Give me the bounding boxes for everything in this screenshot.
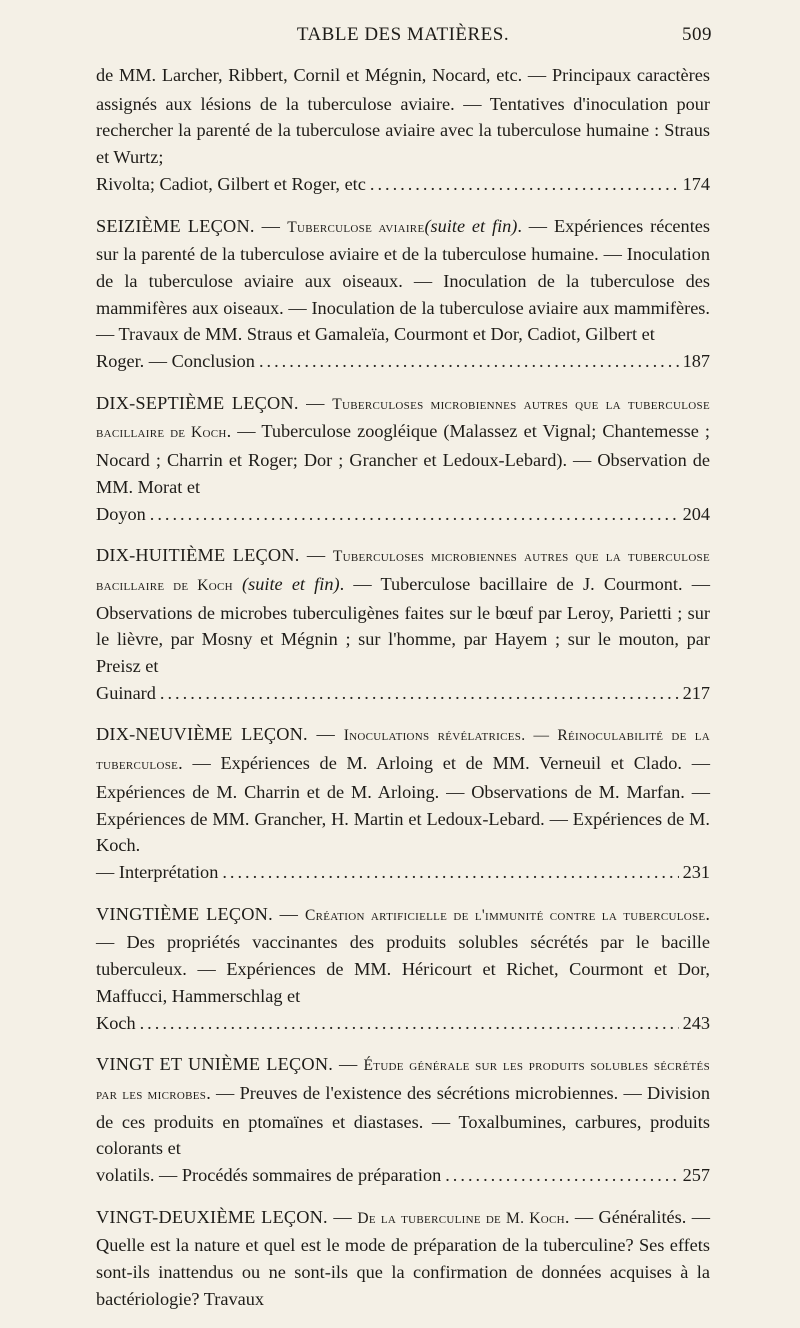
toc-entry	[96, 1051, 710, 1189]
lesson-subject: Tuberculose aviaire	[287, 218, 425, 236]
lesson-heading: VINGT ET UNIÈME LEÇON. —	[96, 1054, 364, 1075]
entry-text: Expériences récentes sur la parenté de la tuberculose aviaire et de la tuberculose humaine. — Inoculation de la tuberculose aviaire aux oiseaux. — Inoculation de la tuberculose des mammifères aux oiseaux. — Inoculation de la tuberculose aviaire aux mammifères. — Travaux de MM. Straus et Gamaleïa, Courmont et Dor, Cadiot, Gilbert et	[96, 215, 710, 345]
entry-text: Généralités. — Quelle est la nature et quel est le mode de préparation de la tuberculine? Ses effets sont-ils inattendus ou ne sont-ils que la confirmation de données acquises à la bactériologie? Travaux	[96, 1206, 710, 1309]
entry-text: Expériences de M. Arloing et de MM. Verneuil et Clado. — Expériences de M. Charrin et de M. Arloing. — Observations de M. Marfan. — Expériences de MM. Grancher, H. Martin et Ledoux-Lebard. — Expériences de M. Koch.	[96, 753, 711, 856]
dot-leader	[370, 171, 679, 198]
toc-entry	[96, 1204, 710, 1313]
entry-page-number: 231	[682, 861, 710, 882]
lesson-subject-sep: . —	[226, 421, 262, 442]
lesson-subject: Inoculations révélatrices. — Réinoculabilité de la tuberculose	[96, 727, 710, 774]
lesson-heading: DIX-SEPTIÈME LEÇON. —	[96, 392, 333, 413]
header-page-number: 509	[682, 24, 712, 45]
toc-entry	[96, 62, 710, 198]
dot-leader	[140, 1010, 679, 1037]
entry-last-text: — Interprétation	[96, 861, 219, 882]
lesson-subject-sep: . —	[178, 753, 221, 774]
entry-last-text: volatils. — Procédés sommaires de préparation	[96, 1165, 442, 1186]
lesson-subject: Création artificielle de l'immunité contre la tuberculose	[304, 906, 706, 924]
entry-text: Des propriétés vaccinantes des produits solubles sécrétés par le bacille tuberculeux. — Expériences de MM. Héricourt et Richet, Courmont et Dor, Maffucci, Hammerschlag et	[96, 932, 711, 1006]
entry-last-line	[96, 171, 710, 198]
lesson-subject: Tuberculoses microbiennes autres que la tuberculose bacillaire de Koch	[96, 395, 710, 442]
lesson-subject-sep: . —	[206, 1082, 240, 1103]
toc-entry	[96, 390, 710, 528]
entry-text: de MM. Larcher, Ribbert, Cornil et Mégnin, Nocard, etc. — Principaux caractères assignés aux lésions de la tuberculose aviaire. — Tentatives d'inoculation pour rechercher la parenté de la tuberculose aviaire avec la tuberculose humaine : Straus et Wurtz;	[96, 65, 710, 168]
entry-last-text: Koch	[96, 1012, 136, 1033]
entry-last-line	[96, 348, 710, 375]
lesson-heading: DIX-HUITIÈME LEÇON. —	[96, 545, 333, 566]
toc-body	[96, 62, 710, 1328]
dot-leader	[259, 348, 679, 375]
lesson-subject-sep: . —	[339, 573, 381, 594]
entry-page-number: 257	[682, 1165, 710, 1186]
lesson-subject-note: (suite et fin)	[424, 215, 518, 236]
entry-page-number: 243	[682, 1012, 710, 1033]
lesson-subject: Tuberculoses microbiennes autres que la tuberculose bacillaire de Koch	[96, 548, 710, 594]
entry-text: Tuberculose zoogléique (Malassez et Vignal; Chantemesse ; Nocard ; Charrin et Roger; Dor ; Grancher et Ledoux-Lebard). — Observation de MM. Morat et	[96, 421, 710, 497]
entry-page-number: 187	[682, 351, 710, 372]
toc-entries	[96, 62, 710, 1313]
lesson-subject-sep: . —	[564, 1206, 599, 1227]
entry-last-line	[96, 680, 710, 707]
dot-leader	[150, 501, 679, 528]
lesson-heading: VINGT-DEUXIÈME LEÇON. —	[96, 1206, 358, 1227]
dot-leader	[445, 1162, 678, 1189]
entry-last-line	[96, 1010, 710, 1037]
lesson-subject: Étude générale sur les produits solubles sécrétés par les microbes	[96, 1057, 710, 1103]
entry-last-text: Rivolta; Cadiot, Gilbert et Roger, etc	[96, 173, 366, 194]
lesson-subject-note: (suite et fin)	[232, 573, 340, 594]
entry-last-line	[96, 1162, 710, 1189]
entry-text: Preuves de l'existence des sécrétions microbiennes. — Division de ces produits en ptomaïnes et diastases. — Toxalbumines, carbures, produits colorants et	[96, 1082, 710, 1159]
running-header	[96, 24, 710, 58]
entry-last-line	[96, 859, 710, 886]
entry-page-number: 174	[682, 173, 710, 194]
lesson-heading: SEIZIÈME LEÇON. —	[96, 215, 288, 236]
entry-page-number: 217	[682, 682, 710, 703]
lesson-heading: VINGTIÈME LEÇON. —	[96, 903, 305, 924]
lesson-subject-sep: . —	[96, 903, 710, 953]
toc-entry	[96, 901, 710, 1037]
entry-page-number: 204	[682, 503, 710, 524]
dot-leader	[160, 680, 679, 707]
entry-text: Tuberculose bacillaire de J. Courmont. — Observations de microbes tuberculigènes faites sur le bœuf par Leroy, Parietti ; sur le lièvre, par Mosny et Mégnin ; sur l'homme, par Hayem ; sur le mouton, par Preisz et	[96, 573, 711, 677]
toc-entry	[96, 542, 710, 706]
entry-last-text: Doyon	[96, 503, 146, 524]
lesson-heading: DIX-NEUVIÈME LEÇON. —	[96, 724, 344, 745]
toc-entry	[96, 213, 710, 375]
header-title: TABLE DES MATIÈRES.	[296, 24, 510, 45]
entry-last-text: Roger. — Conclusion	[96, 351, 255, 372]
toc-entry	[96, 721, 710, 885]
lesson-subject-sep: . —	[517, 215, 554, 236]
lesson-subject: De la tuberculine de M. Koch	[357, 1209, 565, 1227]
dot-leader	[222, 859, 678, 886]
entry-last-line	[96, 501, 710, 528]
entry-last-text: Guinard	[96, 682, 156, 703]
